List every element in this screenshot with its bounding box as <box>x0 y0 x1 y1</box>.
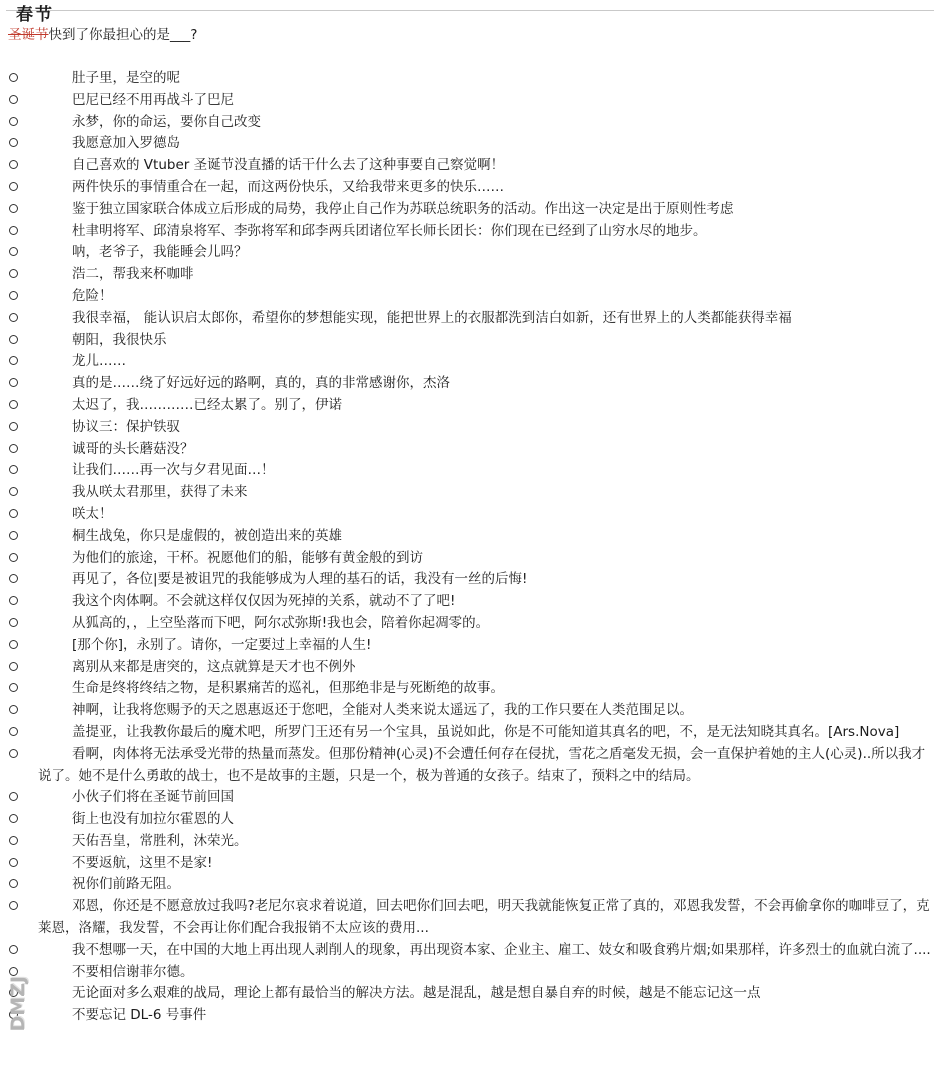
option-label: 我不想哪一天，在中国的大地上再出现人剥削人的现象，再出现资本家、企业主、雇工、妓女和吸食鸦片烟;如果那样，许多烈士的血就白流了.... <box>72 941 931 958</box>
option-label: 自己喜欢的 Vtuber 圣诞节没直播的话干什么去了这种事要自己察觉啊！ <box>72 157 505 174</box>
option-label: 两件快乐的事情重合在一起，而这两份快乐，又给我带来更多的快乐…… <box>72 178 504 195</box>
question-rest: 快到了你最担心的是___? <box>48 27 198 43</box>
option-label: 巴尼已经不用再战斗了巴尼 <box>72 91 234 108</box>
option-radio[interactable] <box>9 509 18 518</box>
option-radio[interactable] <box>9 531 18 540</box>
option-label: 看啊，肉体将无法承受光带的热量而蒸发。但那份精神(心灵)不会遭任何存在侵扰，雪花之盾毫发无损，会一直保护着她的主人(心灵)..所以我才说了。她不是什么勇敢的战士，也不是故事的主题，只是一个，极为普通的女孩子。结束了，预料之中的结局。 <box>38 745 926 784</box>
option-row[interactable] <box>0 112 940 134</box>
option-row[interactable] <box>0 199 940 221</box>
page-title: 春节 <box>16 5 54 25</box>
question-text <box>8 25 197 46</box>
option-radio[interactable] <box>9 313 18 322</box>
option-list <box>0 68 940 1027</box>
option-row[interactable] <box>0 155 940 177</box>
option-row[interactable] <box>0 504 940 526</box>
option-row[interactable] <box>0 635 940 657</box>
option-radio[interactable] <box>9 226 18 235</box>
option-label: 为他们的旅途，干杯。祝愿他们的船，能够有黄金般的到访 <box>72 549 423 566</box>
option-radio[interactable] <box>9 444 18 453</box>
option-label: 不要相信谢菲尔德。 <box>72 963 194 980</box>
option-label: 真的是……绕了好远好远的路啊，真的，真的非常感谢你，杰洛 <box>72 375 450 392</box>
option-radio[interactable] <box>9 73 18 82</box>
option-label: 危险！ <box>72 287 113 304</box>
option-row[interactable] <box>0 874 940 896</box>
option-label: 协议三：保护铁驭 <box>72 418 180 435</box>
option-row[interactable] <box>0 221 940 243</box>
option-row[interactable] <box>0 439 940 461</box>
option-row[interactable] <box>0 1005 940 1027</box>
option-label: 咲太！ <box>72 505 113 522</box>
option-label: 太迟了，我…………已经太累了。别了，伊诺 <box>72 396 342 413</box>
option-radio[interactable] <box>9 618 18 627</box>
option-radio[interactable] <box>9 291 18 300</box>
option-label: 无论面对多么艰难的战局，理论上都有最恰当的解决方法。越是混乱，越是想自暴自弃的时候，越是不能忘记这一点 <box>72 985 761 1002</box>
option-label: 神啊，让我将您赐予的天之恩惠返还于您吧，全能对人类来说太遥远了，我的工作只要在人类范围足以。 <box>72 702 693 719</box>
option-row[interactable] <box>0 264 940 286</box>
option-radio[interactable] <box>9 95 18 104</box>
option-radio[interactable] <box>9 836 18 845</box>
option-radio[interactable] <box>9 945 18 954</box>
option-radio[interactable] <box>9 749 18 758</box>
option-label: 诚哥的头长蘑菇没？ <box>72 440 194 457</box>
option-label: 永梦，你的命运，要你自己改变 <box>72 113 261 130</box>
option-label: 不要忘记 DL-6 号事件 <box>72 1007 207 1024</box>
option-label: 邓恩，你还是不愿意放过我吗?老尼尔哀求着说道，回去吧你们回去吧，明天我就能恢复正常了真的，邓恩我发誓，不会再偷拿你的咖啡豆了，克莱恩，洛耀，我发誓，不会再让你们配合我报销不太应该的费用... <box>38 898 930 937</box>
option-radio[interactable] <box>9 335 18 344</box>
option-row[interactable] <box>0 242 940 264</box>
option-label: 桐生战兔，你只是虚假的，被创造出来的英雄 <box>72 527 342 544</box>
option-label: 杜聿明将军、邱清泉将军、李弥将军和邱李两兵团诸位军长师长团长：你们现在已经到了山穷水尽的地步。 <box>72 222 707 239</box>
option-label: 从狐高的，，上空坠落而下吧，阿尔忒弥斯!我也会，陪着你起凋零的。 <box>72 614 490 631</box>
option-row[interactable] <box>0 809 940 831</box>
option-radio[interactable] <box>9 117 18 126</box>
option-row[interactable] <box>0 351 940 373</box>
option-row[interactable] <box>0 133 940 155</box>
option-row[interactable] <box>0 308 940 330</box>
option-label: 我愿意加入罗德岛 <box>72 135 180 152</box>
option-label: 我从咲太君那里，获得了未来 <box>72 484 248 501</box>
option-radio[interactable] <box>9 204 18 213</box>
option-label: 小伙子们将在圣诞节前回国 <box>72 789 234 806</box>
option-row[interactable] <box>0 962 940 984</box>
option-row[interactable] <box>0 613 940 635</box>
option-radio[interactable] <box>9 182 18 191</box>
option-label: [那个你]，永别了。请你，一定要过上幸福的人生! <box>72 636 372 653</box>
option-row[interactable] <box>0 896 940 940</box>
option-label: 浩二，帮我来杯咖啡 <box>72 266 194 283</box>
option-radio[interactable] <box>9 727 18 736</box>
option-radio[interactable] <box>9 662 18 671</box>
option-label: 龙儿…… <box>72 353 126 370</box>
option-label: 我很幸福， 能认识启太郎你，希望你的梦想能实现，能把世界上的衣服都洗到洁白如新，还有世界上的人类都能获得幸福 <box>72 309 792 326</box>
option-row[interactable] <box>0 853 940 875</box>
option-label: 天佑吾皇，常胜利，沐荣光。 <box>72 832 248 849</box>
option-label: 再见了，各位|要是被诅咒的我能够成为人理的基石的话，我没有一丝的后悔! <box>72 571 528 588</box>
option-row[interactable] <box>0 722 940 744</box>
option-label: 不要返航，这里不是家! <box>72 854 213 871</box>
option-row[interactable] <box>0 526 940 548</box>
option-row[interactable] <box>0 373 940 395</box>
option-label: 离别从来都是唐突的，这点就算是天才也不例外 <box>72 658 356 675</box>
option-label: 呐，老爷子，我能睡会儿吗？ <box>72 244 248 261</box>
option-radio[interactable] <box>9 553 18 562</box>
option-radio[interactable] <box>9 422 18 431</box>
option-radio[interactable] <box>9 858 18 867</box>
option-label: 生命是终将终结之物，是积累痛苦的巡礼，但那绝非是与死断绝的故事。 <box>72 680 504 697</box>
option-row[interactable] <box>0 831 940 853</box>
option-row[interactable] <box>0 940 940 962</box>
option-row[interactable] <box>0 744 940 788</box>
watermark-text: DMZJ <box>7 976 29 1032</box>
option-radio[interactable] <box>9 400 18 409</box>
option-row[interactable] <box>0 68 940 90</box>
option-label: 我这个肉体啊。不会就这样仅仅因为死掉的关系，就动不了了吧! <box>72 593 456 610</box>
option-row[interactable] <box>0 657 940 679</box>
option-row[interactable] <box>0 569 940 591</box>
option-label: 朝阳，我很快乐 <box>72 331 167 348</box>
option-row[interactable] <box>0 330 940 352</box>
option-row[interactable] <box>0 591 940 613</box>
option-row[interactable] <box>0 395 940 417</box>
option-label: 街上也没有加拉尔霍恩的人 <box>72 811 234 828</box>
option-row[interactable] <box>0 460 940 482</box>
option-label: 祝你们前路无阻。 <box>72 876 180 893</box>
option-row[interactable] <box>0 678 940 700</box>
option-row[interactable] <box>0 548 940 570</box>
watermark-logo <box>8 976 44 1072</box>
option-row[interactable] <box>0 700 940 722</box>
option-label: 肚子里，是空的呢 <box>72 70 180 86</box>
option-radio[interactable] <box>9 967 18 976</box>
option-row[interactable] <box>0 177 940 199</box>
option-row[interactable] <box>0 787 940 809</box>
option-row[interactable] <box>0 482 940 504</box>
struck-word: 圣诞节 <box>8 27 49 43</box>
option-radio[interactable] <box>9 640 18 649</box>
option-label: 鉴于独立国家联合体成立后形成的局势，我停止自己作为苏联总统职务的活动。作出这一决定是出于原则性考虑 <box>72 200 734 217</box>
top-divider <box>6 10 934 11</box>
option-row[interactable] <box>0 983 940 1005</box>
option-label: 盖提亚，让我教你最后的魔术吧，所罗门王还有另一个宝具，虽说如此，你是不可能知道其真名的吧，不，是无法知晓其真名。[Ars.Nova] <box>72 723 900 740</box>
option-row[interactable] <box>0 286 940 308</box>
option-label: 让我们……再一次与夕君见面…！ <box>72 462 275 479</box>
option-row[interactable] <box>0 90 940 112</box>
option-row[interactable] <box>0 417 940 439</box>
